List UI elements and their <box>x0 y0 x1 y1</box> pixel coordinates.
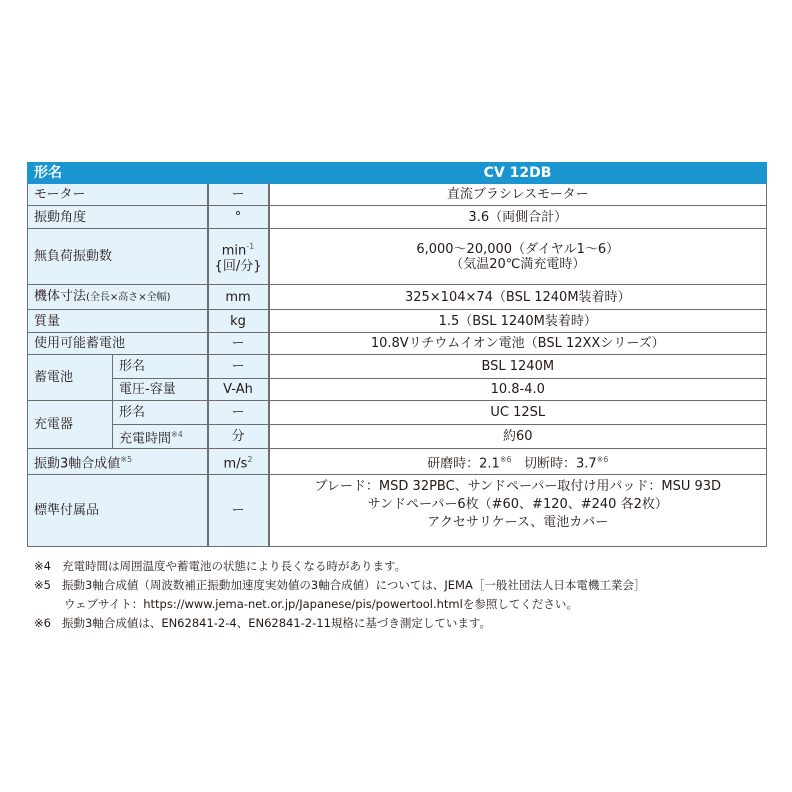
row-unit: 分 <box>208 425 269 449</box>
row-value: 10.8Vリチウムイオン電池（BSL 12XXシリーズ） <box>269 333 767 355</box>
row-unit: kg <box>208 310 269 333</box>
table-row <box>28 355 767 379</box>
footnote-ref: ※5 <box>120 454 133 464</box>
table-row <box>28 285 767 310</box>
label-small: (全長×高さ×全幅) <box>86 292 171 303</box>
footnote-text: 振動3軸合成値は、EN62841-2-4、EN62841-2-11規格に基づき測定しています。 <box>62 616 491 630</box>
row-value: UC 12SL <box>269 401 767 425</box>
unit-sup: -1 <box>246 242 255 252</box>
label-text: 機体寸法 <box>34 289 87 304</box>
row-unit: ー <box>208 184 269 206</box>
row-label <box>113 425 208 449</box>
table-row <box>28 475 767 547</box>
footnote <box>34 576 645 595</box>
row-unit: ー <box>208 355 269 379</box>
table-row <box>28 229 767 285</box>
row-unit: ° <box>208 206 269 229</box>
label-text: 充電時間 <box>119 431 172 447</box>
label-text: 振動3軸合成値 <box>34 456 121 472</box>
footnote-ref: ※4 <box>171 429 183 439</box>
footnote <box>34 614 645 633</box>
footnote-ref: ※6 <box>499 454 512 464</box>
table-row <box>28 184 767 206</box>
unit-text: min <box>221 243 247 259</box>
spec-table <box>27 162 767 547</box>
row-label: 使用可能蓄電池 <box>28 333 208 355</box>
footnote-text: 充電時間は周囲温度や蓄電池の状態により長くなる時があります。 <box>62 559 407 573</box>
row-unit: mm <box>208 285 269 310</box>
table-row <box>28 401 767 425</box>
row-label: 質量 <box>28 310 208 333</box>
row-value: 約60 <box>269 425 767 449</box>
row-unit <box>208 449 269 475</box>
footnote <box>34 557 645 576</box>
value-line: （気温20℃満充電時） <box>450 256 586 272</box>
model-name: CV 12DB <box>269 163 767 184</box>
row-value: 直流ブラシレスモーター <box>269 184 767 206</box>
footnote-mark: ※6 <box>34 616 51 630</box>
row-label: 振動角度 <box>28 206 208 229</box>
footnotes <box>34 557 645 633</box>
row-value <box>269 475 767 547</box>
row-value <box>269 229 767 285</box>
row-unit <box>208 229 269 285</box>
value-cutting: 切断時：3.7 <box>523 456 597 472</box>
row-value: 1.5（BSL 1240M装着時） <box>269 310 767 333</box>
row-label: モーター <box>28 184 208 206</box>
footnote-text-continued: ウェブサイト：https://www.jema-net.or.jp/Japanese/pis/powertool.htmlを参照してください。 <box>64 597 578 611</box>
footnote-mark: ※4 <box>34 559 51 573</box>
unit-text-2: {回/分} <box>214 258 262 274</box>
header-label: 形名 <box>28 163 269 184</box>
row-label: 形名 <box>113 355 208 379</box>
footnote-ref: ※6 <box>596 454 609 464</box>
value-grinding: 研磨時：2.1 <box>427 456 500 472</box>
table-row <box>28 206 767 229</box>
unit-text: m/s <box>223 456 248 472</box>
table-row <box>28 425 767 449</box>
row-unit: ー <box>208 401 269 425</box>
table-row <box>28 333 767 355</box>
row-unit: V-Ah <box>208 379 269 401</box>
value-line: ブレード：MSD 32PBC、サンドペーパー取付け用パッド：MSU 93D <box>314 479 722 494</box>
value-line: 6,000～20,000（ダイヤル1～6） <box>416 241 620 257</box>
row-value: 10.8-4.0 <box>269 379 767 401</box>
table-row <box>28 379 767 401</box>
unit-sup: 2 <box>247 454 253 464</box>
footnote-text: 振動3軸合成値（周波数補正振動加速度実効値の3軸合成値）については、JEMA［一般社団法人日本電機工業会］ <box>62 578 646 592</box>
row-label: 標準付属品 <box>28 475 208 547</box>
row-group-label: 蓄電池 <box>28 355 113 401</box>
table-header-row <box>28 163 767 184</box>
row-label: 無負荷振動数 <box>28 229 208 285</box>
row-unit: ー <box>208 475 269 547</box>
row-value: BSL 1240M <box>269 355 767 379</box>
value-line: アクセサリケース、電池カバー <box>427 515 609 530</box>
table-row <box>28 310 767 333</box>
row-value: 325×104×74（BSL 1240M装着時） <box>269 285 767 310</box>
row-value: 3.6（両側合計） <box>269 206 767 229</box>
row-value <box>269 449 767 475</box>
table-row <box>28 449 767 475</box>
row-label <box>28 449 208 475</box>
row-group-label: 充電器 <box>28 401 113 449</box>
row-label: 電圧-容量 <box>113 379 208 401</box>
row-label <box>28 285 208 310</box>
value-line: サンドペーパー6枚（#60、#120、#240 各2枚） <box>367 497 668 512</box>
row-label: 形名 <box>113 401 208 425</box>
row-unit: ー <box>208 333 269 355</box>
footnote-mark: ※5 <box>34 578 51 592</box>
